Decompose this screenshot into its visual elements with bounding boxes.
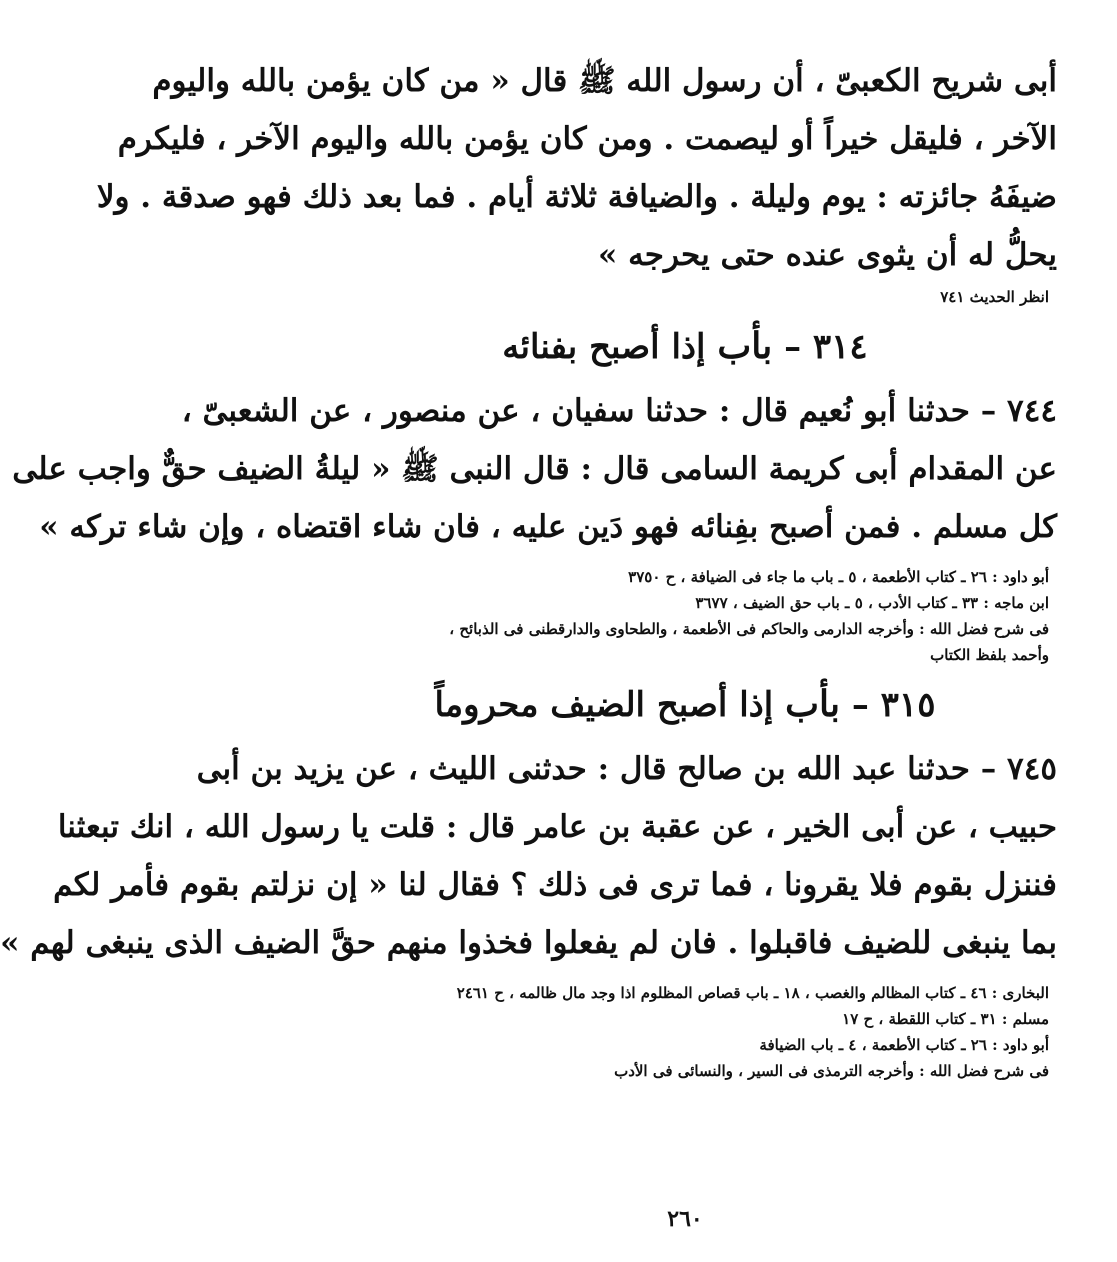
reference-line: أبو داود : ٢٦ ـ كتاب الأطعمة ، ٥ ـ باب ما جاء فى الضيافة ، ح ٣٧٥٠ bbox=[628, 568, 1049, 586]
reference-line: انظر الحديث ٧٤١ bbox=[940, 288, 1049, 306]
reference-line: مسلم : ٣١ ـ كتاب اللقطة ، ح ١٧ bbox=[842, 1010, 1049, 1028]
text-line: بما ينبغى للضيف فاقبلوا . فان لم يفعلوا فخذوا منهم حقَّ الضيف الذى ينبغى لهم » bbox=[0, 925, 1057, 961]
text-line: أبى شريح الكعبىّ ، أن رسول الله ﷺ قال « من كان يؤمن بالله واليوم bbox=[152, 63, 1057, 99]
page-number: ٢٦٠ bbox=[667, 1206, 703, 1232]
text-line: حبيب ، عن أبى الخير ، عن عقبة بن عامر قال : قلت يا رسول الله ، انك تبعثنا bbox=[57, 809, 1057, 845]
reference-line: فى شرح فضل الله : وأخرجه الدارمى والحاكم فى الأطعمة ، والطحاوى والدارقطنى فى الذبائح ، bbox=[449, 620, 1049, 638]
hadith-745-text bbox=[0, 740, 1057, 972]
reference-line: أبو داود : ٢٦ ـ كتاب الأطعمة ، ٤ ـ باب الضيافة bbox=[759, 1036, 1049, 1054]
chapter-title: إذا أصبح بفنائه bbox=[502, 327, 706, 367]
reference-line: فى شرح فضل الله : وأخرجه الترمذى فى السير ، والنسائى فى الأدب bbox=[614, 1062, 1049, 1080]
chapter-bab-word: بأب bbox=[717, 325, 773, 367]
chapter-number: ٣١٤ bbox=[812, 327, 868, 367]
reference-line: وأحمد بلفظ الكتاب bbox=[930, 646, 1049, 664]
text-line: يحلُّ له أن يثوى عنده حتى يحرجه » bbox=[598, 237, 1057, 273]
reference-line: البخارى : ٤٦ ـ كتاب المظالم والغصب ، ١٨ ـ باب قصاص المظلوم اذا وجد مال ظالمه ، ح ٢٤٦١ bbox=[456, 984, 1049, 1002]
hadith-743-references bbox=[313, 284, 1057, 310]
text-line: فننزل بقوم فلا يقرونا ، فما ترى فى ذلك ؟ فقال لنا « إن نزلتم بقوم فأمر لكم bbox=[53, 867, 1057, 903]
text-line: ٧٤٥ – حدثنا عبد الله بن صالح قال : حدثنى الليث ، عن يزيد بن أبى bbox=[196, 751, 1057, 787]
chapter-title: إذا أصبح الضيف محروماً bbox=[434, 685, 774, 725]
text-line: عن المقدام أبى كريمة السامى قال : قال النبى ﷺ « ليلةُ الضيف حقٌّ واجب على bbox=[12, 451, 1057, 487]
book-page bbox=[0, 52, 1057, 1222]
hadith-745-references bbox=[313, 980, 1057, 1084]
text-line: ٧٤٤ – حدثنا أبو نُعيم قال : حدثنا سفيان ، عن منصور ، عن الشعبىّ ، bbox=[181, 393, 1057, 429]
chapter-bab-word: بأب bbox=[785, 683, 840, 725]
chapter-number: ٣١٥ bbox=[880, 685, 936, 725]
chapter-dash: – bbox=[784, 327, 802, 367]
chapter-314-heading bbox=[313, 310, 1057, 382]
text-line: كل مسلم . فمن أصبح بفِنائه فهو دَين عليه ، فان شاء اقتضاه ، وإن شاء تركه » bbox=[39, 509, 1057, 545]
text-line: الآخر ، فليقل خيراً أو ليصمت . ومن كان يؤمن بالله واليوم الآخر ، فليكرم bbox=[117, 121, 1057, 157]
text-line: ضيفَهُ جائزته : يوم وليلة . والضيافة ثلاثة أيام . فما بعد ذلك فهو صدقة . ولا bbox=[96, 179, 1057, 215]
hadith-744-references bbox=[313, 564, 1057, 668]
hadith-744-text bbox=[12, 382, 1057, 556]
reference-line: ابن ماجه : ٣٣ ـ كتاب الأدب ، ٥ ـ باب حق الضيف ، ٣٦٧٧ bbox=[695, 594, 1049, 612]
hadith-743-text bbox=[96, 52, 1057, 284]
chapter-315-heading bbox=[313, 668, 1057, 740]
chapter-dash: – bbox=[851, 685, 869, 725]
